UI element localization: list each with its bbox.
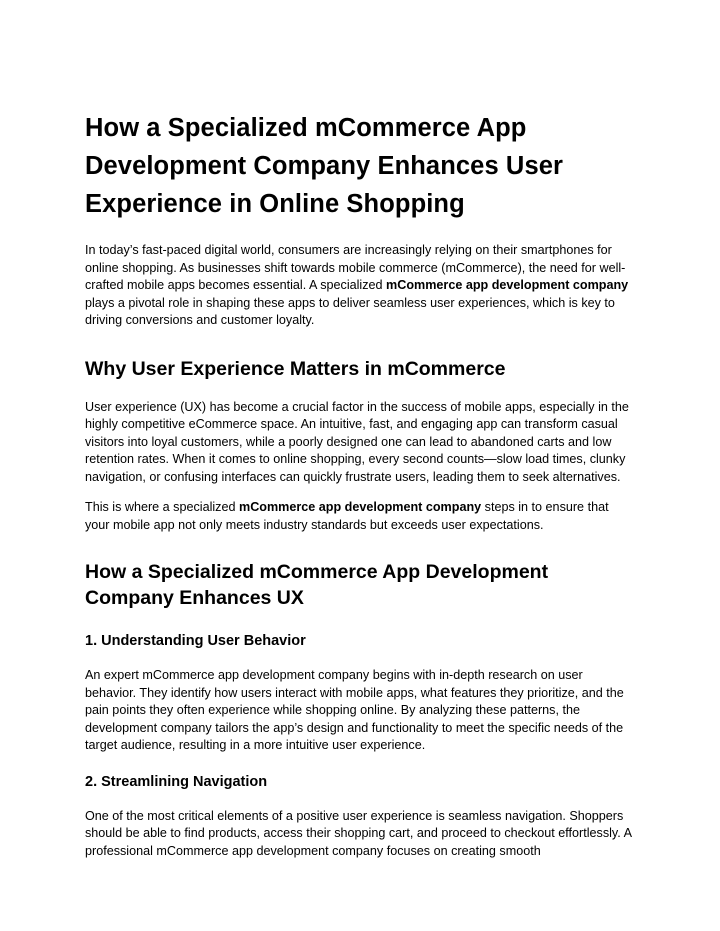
section-heading-ux-matters: Why User Experience Matters in mCommerce xyxy=(85,357,506,380)
navigation-paragraph: One of the most critical elements of a positive user experience is seamless navigation. Shoppers should be able to find products, access their shopping cart, and proceed to checkout effortlessly. A professional mCommerce app development company focuses on creating smooth xyxy=(85,808,632,858)
specialized-text-start: This is where a specialized xyxy=(85,500,239,514)
intro-text-end: plays a pivotal role in shaping these apps to deliver seamless user experiences, which is key to driving conversions and customer loyalty. xyxy=(85,295,615,327)
specialized-text-end: steps in to ensure that your mobile app not only meets industry standards but exceeds user expectations. xyxy=(85,500,609,532)
intro-text-start: In today’s fast-paced digital world, consumers are increasingly relying on their smartphones for online shopping. As businesses shift towards mobile commerce (mCommerce), the need for well-crafted mobile apps becomes essential. A specialized xyxy=(85,243,626,292)
specialized-company-paragraph xyxy=(85,499,634,534)
specialized-bold-text: mCommerce app development company xyxy=(239,500,482,514)
intro-paragraph xyxy=(85,242,634,330)
ux-matters-paragraph: User experience (UX) has become a crucial factor in the success of mobile apps, especially in the highly competitive eCommerce space. An intuitive, fast, and engaging app can transform casual visitors into loyal customers, while a poorly designed one can lead to abandoned carts and low retention rates. When it comes to online shopping, every second counts—slow load times, clunky navigation, or confusing interfaces can quickly frustrate users, leading them to seek alternatives. xyxy=(85,399,629,484)
subheading-navigation: 2. Streamlining Navigation xyxy=(85,773,268,790)
user-behavior-paragraph: An expert mCommerce app development company begins with in-depth research on user behavior. They identify how users interact with mobile apps, what features they prioritize, and the pain points they often experience while shopping online. By analyzing these patterns, the development company tailors the app’s design and functionality to meet the specific needs of the target audience, resulting in a more intuitive user experience. xyxy=(85,668,624,752)
document-title: How a Specialized mCommerce App Development Company Enhances User Experience in Online Shopping xyxy=(85,114,564,218)
section-heading-enhances-ux: How a Specialized mCommerce App Development Company Enhances UX xyxy=(85,561,549,609)
subheading-user-behavior: 1. Understanding User Behavior xyxy=(85,633,306,649)
intro-bold-text: mCommerce app development company xyxy=(386,278,629,292)
